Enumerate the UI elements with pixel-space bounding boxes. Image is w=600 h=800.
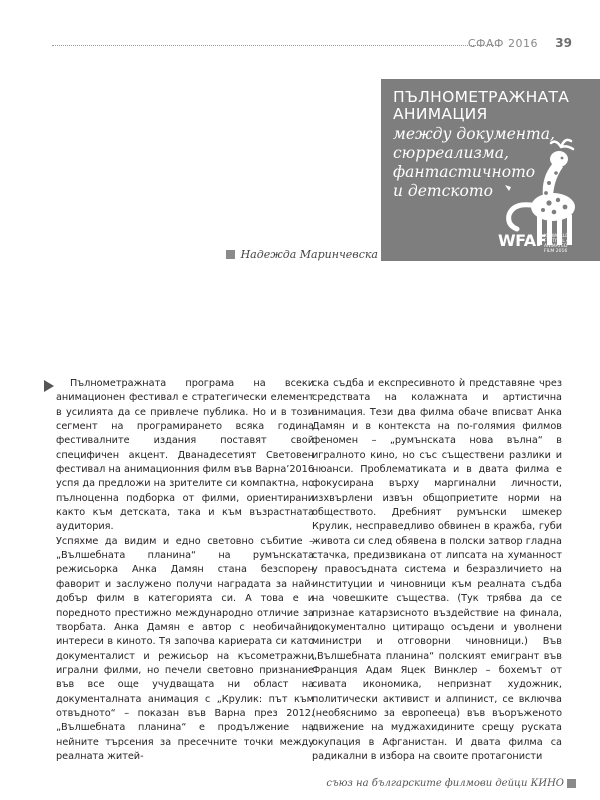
footer-text: съюз на българските филмови дейци КИНО	[326, 778, 564, 789]
wfaf-logo: WFAF	[498, 231, 547, 250]
body-column-right	[312, 377, 562, 764]
author-name: Надежда Маринчевска	[240, 248, 378, 261]
subtitle-line-3: фантастичното	[393, 163, 536, 181]
page-number: 39	[555, 36, 572, 50]
arrow-right-icon	[44, 380, 54, 392]
paragraph-3: ска съдба и експресивното ѝ представяне чрез средствата на колажната и артистична анимация. Тези два филма обаче вписват Анка Дамян и в контекста на по-голямия филмов феномен – „румънската нова вълна“ в игралното кино, но със съществени разлики и нюанси. Проблематиката и в двата филма е фокусирана върху маргинални личности, изхвърлени извън общоприетите норми на обществото. Дребният румънски шмекер Крулик, несправедливо обвинен в кражба, губи живота си след обявена в полски затвор гладна стачка, предизвикана от липсата на хуманност у правосъдната система и безразличието на институции и чиновници към реалната съдба на човешките същества. (Тук трябва да се признае катарзисното въздействие на финала, документално цитиращо осъдени и уволнени министри и отговорни чиновници.) Във „Вълшебната планина“ полският емигрант във Франция Адам Яцек Винклер – бохемът от сивата икономика, непризнат художник, политически активист и алпинист, се включва (необяснимо за европееца) във въоръженото движение на муджахидините срещу руската окупация в Афганистан. И двата филма са радикални в избора на своите протагонисти	[312, 378, 562, 762]
body-column-left	[56, 377, 314, 764]
subtitle-line-1: между документа,	[393, 125, 555, 143]
square-bullet-icon	[567, 779, 576, 788]
author-byline	[226, 248, 378, 261]
magazine-name: СФАФ 2016	[467, 37, 538, 50]
square-bullet-icon	[226, 250, 235, 259]
paragraph-2: Успяхме да видим и едно световно събитие – „Вълшебната планина“ на румънската режисьорка Анка Дамян стана безспорен фаворит и заслужено получи наградата за най-добър филм в категорията си. А това е и поредното престижно международно отличие за творбата. Анка Дамян е автор с необичайни интереси в киното. Тя започва кариерата си като документалист и режисьор на късометражни игрални филми, но печели световно признание във все още учудващата ни област на документалната анимация с „Крулик: път към отвъдното“ – показан във Варна през 2012. „Вълшебната планина“ е продължение на нейните търсения за пресечните точки между реалната житей-	[56, 535, 314, 762]
paragraph-1: Пълнометражната програма на всеки анимационен фестивал е стратегически елемент в усилията да се привлече публика. Но и в този сегмент на програмирането всяка година фестивалните издания поставят свой специфичен акцент. Дванадесетият Световен фестивал на анимационния филм във Варна’2016 успя да предложи на зрителите си компактна, но пълноценна подборка от филми, ориентирани както към детската, така и към възрастната аудитория.	[56, 378, 314, 533]
subtitle-line-2: сюрреализма,	[393, 144, 509, 162]
subtitle-line-4: и детското	[393, 182, 493, 200]
title-box	[381, 79, 600, 261]
article-title	[393, 89, 569, 123]
title-line-1: ПЪЛНОМЕТРАЖНАТА	[393, 88, 570, 106]
wfaf-logo-caption: XX WORLD FESTIVAL of ANIMATED FILM 2016	[544, 234, 571, 254]
header-rule	[52, 45, 500, 46]
title-line-2: АНИМАЦИЯ	[393, 105, 488, 123]
